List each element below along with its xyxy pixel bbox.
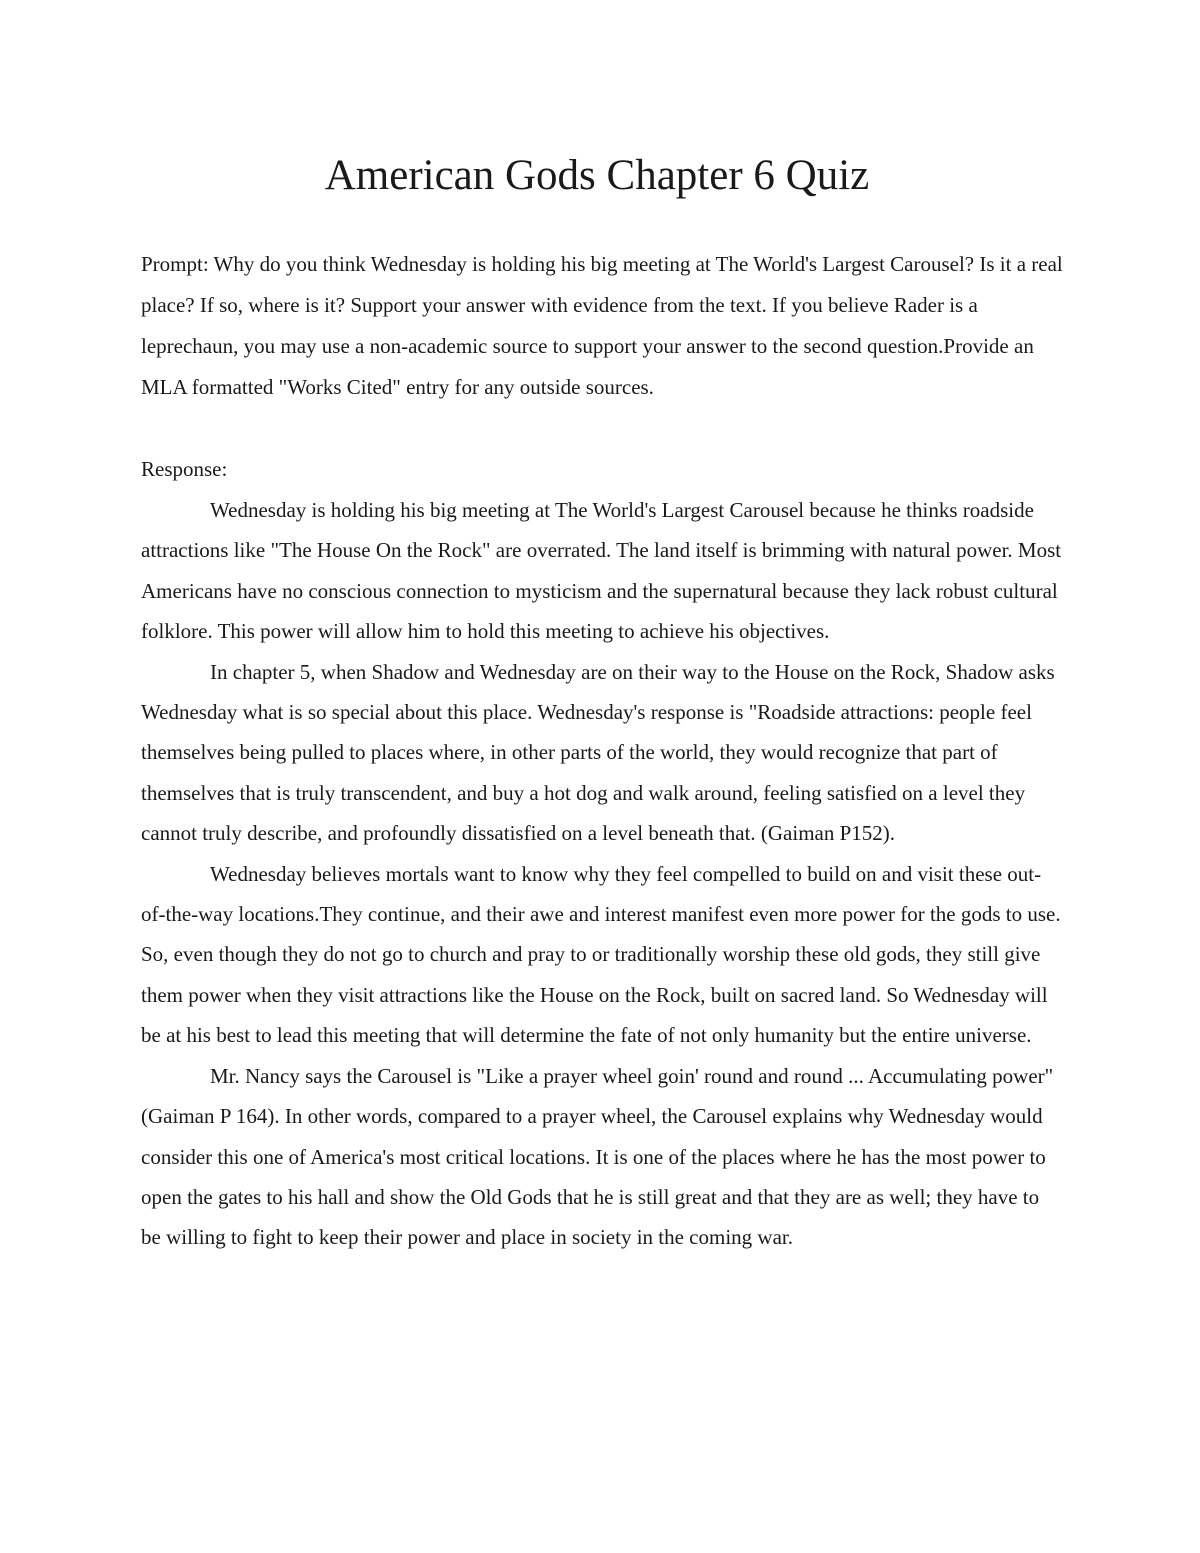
response-paragraph-3: Wednesday believes mortals want to know why they feel compelled to build on and visit these out-of-the-way locations.They continue, and their awe and interest manifest even more power for the gods to use. So, even though they do not go to church and pray to or traditionally worship these old gods, they still give them power when they visit attractions like the House on the Rock, built on sacred land. So Wednesday will be at his best to lead this meeting that will determine the fate of not only humanity but the entire universe. (141, 861, 1061, 1048)
response-paragraph-1: Wednesday is holding his big meeting at The World's Largest Carousel because he thinks roadside attractions like "The House On the Rock" are overrated. The land itself is brimming with natural power. Most Americans have no conscious connection to mysticism and the supernatural because they lack robust cultural folklore. This power will allow him to hold this meeting to achieve his objectives. (141, 498, 1062, 644)
document-page (141, 150, 1063, 1258)
response-label: Response: (141, 457, 228, 481)
response-paragraph-2: In chapter 5, when Shadow and Wednesday are on their way to the House on the Rock, Shadow asks Wednesday what is so special about this place. Wednesday's response is "Roadside attractions: people feel themselves being pulled to places where, in other parts of the world, they would recognize that part of themselves that is truly transcendent, and buy a hot dog and walk around, feeling satisfied on a level they cannot truly describe, and profoundly dissatisfied on a level beneath that. (Gaiman P152). (141, 659, 1055, 846)
prompt-text: Prompt: Why do you think Wednesday is holding his big meeting at The World's Largest Carousel? Is it a real place? If so, where is it? Support your answer with evidence from the text. If you believe Rader is a leprechaun, you may use a non-academic source to support your answer to the second question.Provide an MLA formatted "Works Cited" entry for any outside sources. (141, 252, 1063, 399)
response-paragraph-4: Mr. Nancy says the Carousel is "Like a prayer wheel goin' round and round ... Accumulating power"(Gaiman P 164). In other words, compared to a prayer wheel, the Carousel explains why Wednesday would consider this one of America's most critical locations. It is one of the places where he has the most power to open the gates to his hall and show the Old Gods that he is still great and that they are as well; they have to be willing to fight to keep their power and place in society in the coming war. (141, 1063, 1054, 1250)
document-title: American Gods Chapter 6 Quiz (324, 152, 870, 199)
